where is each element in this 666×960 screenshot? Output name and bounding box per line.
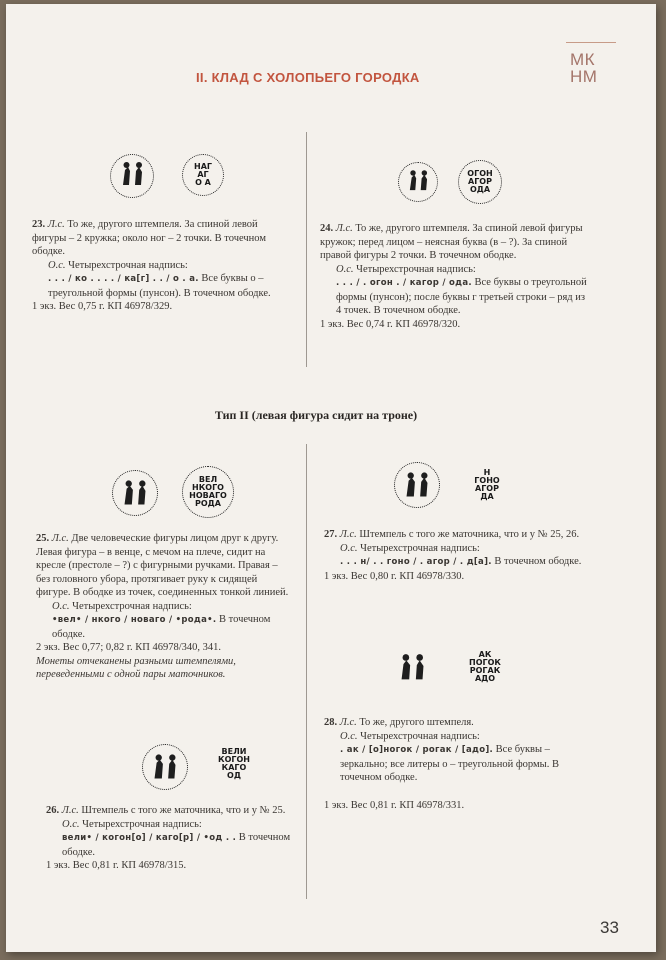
- column-divider-bottom: [306, 444, 307, 899]
- inscription: . . . / . огон . / кагор / ода.: [336, 278, 472, 288]
- coin-25-reverse: [182, 466, 234, 518]
- section-title: II. КЛАД С ХОЛОПЬЕГО ГОРОДКА: [196, 70, 420, 85]
- coin-28-reverse: [462, 644, 508, 690]
- inscription: . . . н/ . . гоно / . агор / . д[а].: [340, 557, 492, 567]
- weight-line: 1 экз. Вес 0,80 г. КП 46978/330.: [324, 570, 465, 582]
- coin-25-legend: ВЕЛ НКОГО НОВАГО РОДА: [189, 475, 227, 508]
- coin-28-obverse: [392, 646, 434, 688]
- coin-23-legend: НАГ АГ О А: [194, 162, 212, 187]
- logo-line-2: НМ: [570, 67, 598, 86]
- column-divider-top: [306, 132, 307, 367]
- coin-28-legend: АК ПОГОК РОГАК АДО: [469, 650, 501, 683]
- catalog-entry-23: 23. Л.с. То же, другого штемпеля. За спиной левой фигуры – 2 кружка; около ног – 2 точки. В точечном ободке. О.с. Четырехстрочная надпись: . . . / ко . . . . / ка[г] . . / о . а. Все буквы о – треугольной формы (пунсон). В точечном ободке. 1 экз. Вес 0,75 г. КП 46978/329.: [32, 218, 294, 314]
- weight-line: 2 экз. Вес 0,77; 0,82 г. КП 46978/340, 341.: [36, 642, 221, 653]
- two-figures-icon: [395, 463, 439, 507]
- coin-26-reverse: [208, 738, 260, 790]
- page-number: 33: [600, 918, 619, 937]
- catalog-entry-27: 27. Л.с. Штемпель с того же маточника, что и у № 25, 26. О.с. Четырехстрочная надпись: . . . н/ . . гоно / . агор / . д[а]. В точечном ободке. 1 экз. Вес 0,80 г. КП 46978/330.: [324, 528, 586, 583]
- entry-number: 24.: [320, 223, 334, 234]
- entry-number: 25.: [36, 533, 50, 544]
- inscription: . . . / ко . . . . / ка[г] . . / о . а.: [48, 274, 199, 284]
- type-subheading: Тип II (левая фигура сидит на троне): [214, 408, 418, 422]
- inscription: . ак / [о]ногок / рогак / [адо].: [340, 745, 494, 755]
- coin-24-legend: ОГОН АГОР ОДА: [467, 169, 493, 194]
- museum-logo: [566, 42, 616, 85]
- coin-26-legend: ВЕЛИ КОГОН КАГО ОД: [218, 747, 250, 780]
- note: Монеты отчеканены разными штемпелями, переведенными с одной пары маточников.: [36, 655, 236, 680]
- coin-27-reverse: [466, 464, 508, 506]
- coin-24-obverse: [398, 162, 438, 202]
- two-figures-icon: [399, 163, 437, 201]
- weight-line: 1 экз. Вес 0,75 г. КП 46978/329.: [32, 301, 173, 312]
- entry-number: 28.: [324, 717, 338, 728]
- weight-line: 1 экз. Вес 0,74 г. КП 46978/320.: [320, 318, 461, 330]
- coin-23-obverse: [110, 154, 154, 198]
- two-figures-icon: [393, 647, 433, 687]
- catalog-entry-26: 26. Л.с. Штемпель с того же маточника, что и у № 25. О.с. Четырехстрочная надпись: вели• / когон[о] / каго[р] / •од . . В точечном ободке. 1 экз. Вес 0,81 г. КП 46978/315.: [46, 804, 298, 873]
- logo-line-1: МК: [570, 50, 596, 69]
- two-figures-icon: [111, 155, 153, 197]
- coin-24-reverse: [458, 160, 502, 204]
- weight-line: 1 экз. Вес 0,81 г. КП 46978/315.: [46, 860, 187, 871]
- catalog-page: [6, 4, 656, 952]
- coin-23-reverse: [182, 154, 224, 196]
- inscription: вели• / когон[о] / каго[р] / •од . .: [62, 833, 237, 843]
- entry-number: 27.: [324, 529, 338, 540]
- coin-26-obverse: [142, 744, 188, 790]
- catalog-entry-24: 24. Л.с. То же, другого штемпеля. За спиной левой фигуры кружок; перед лицом – неясная буква (в – ?). За спиной правой фигуры 2 точки. В точечном ободке. О.с. Четырехстрочная надпись: . . . / . огон . / кагор / ода. Все буквы о треугольной формы (пунсон); после буквы г третьей строки – ряд из 4 точек. В точечном ободке. 1 экз. Вес 0,74 г. КП 46978/320.: [320, 223, 587, 330]
- catalog-entry-28: 28. Л.с. То же, другого штемпеля. О.с. Четырехстрочная надпись: . ак / [о]ногок / рогак / [адо]. Все буквы – зеркально; все литеры о – треугольной формы. В точечном ободке. 1 экз. Вес 0,81 г. КП 46978/331.: [324, 716, 588, 812]
- weight-line: 1 экз. Вес 0,81 г. КП 46978/331.: [324, 799, 465, 811]
- coin-27-legend: Н ГОНО АГОР ДА: [474, 468, 500, 501]
- entry-number: 26.: [46, 805, 60, 816]
- inscription: •вел• / нкого / новаго / •рода•.: [52, 615, 217, 625]
- coin-27-obverse: [394, 462, 440, 508]
- coin-25-obverse: [112, 470, 158, 516]
- catalog-entry-25: 25. Л.с. Две человеческие фигуры лицом друг к другу. Левая фигура – в венце, с мечом на плече, сидит на кресле (престоле – ?) с фигурными ручками. Правая – без головного убора, протягивает руку к сидящей фигуре. В ободке из точек, соединенных тонкой линией. О.с. Четырехстрочная надпись: •вел• / нкого / новаго / •рода•. В точечном ободке. 2 экз. Вес 0,77; 0,82 г. КП 46978/340, 341. Монеты отчеканены разными штемпелями, переведенными с одной пары маточников.: [36, 532, 294, 682]
- entry-number: 23.: [32, 219, 46, 230]
- two-figures-icon: [143, 745, 187, 789]
- two-figures-icon: [113, 471, 157, 515]
